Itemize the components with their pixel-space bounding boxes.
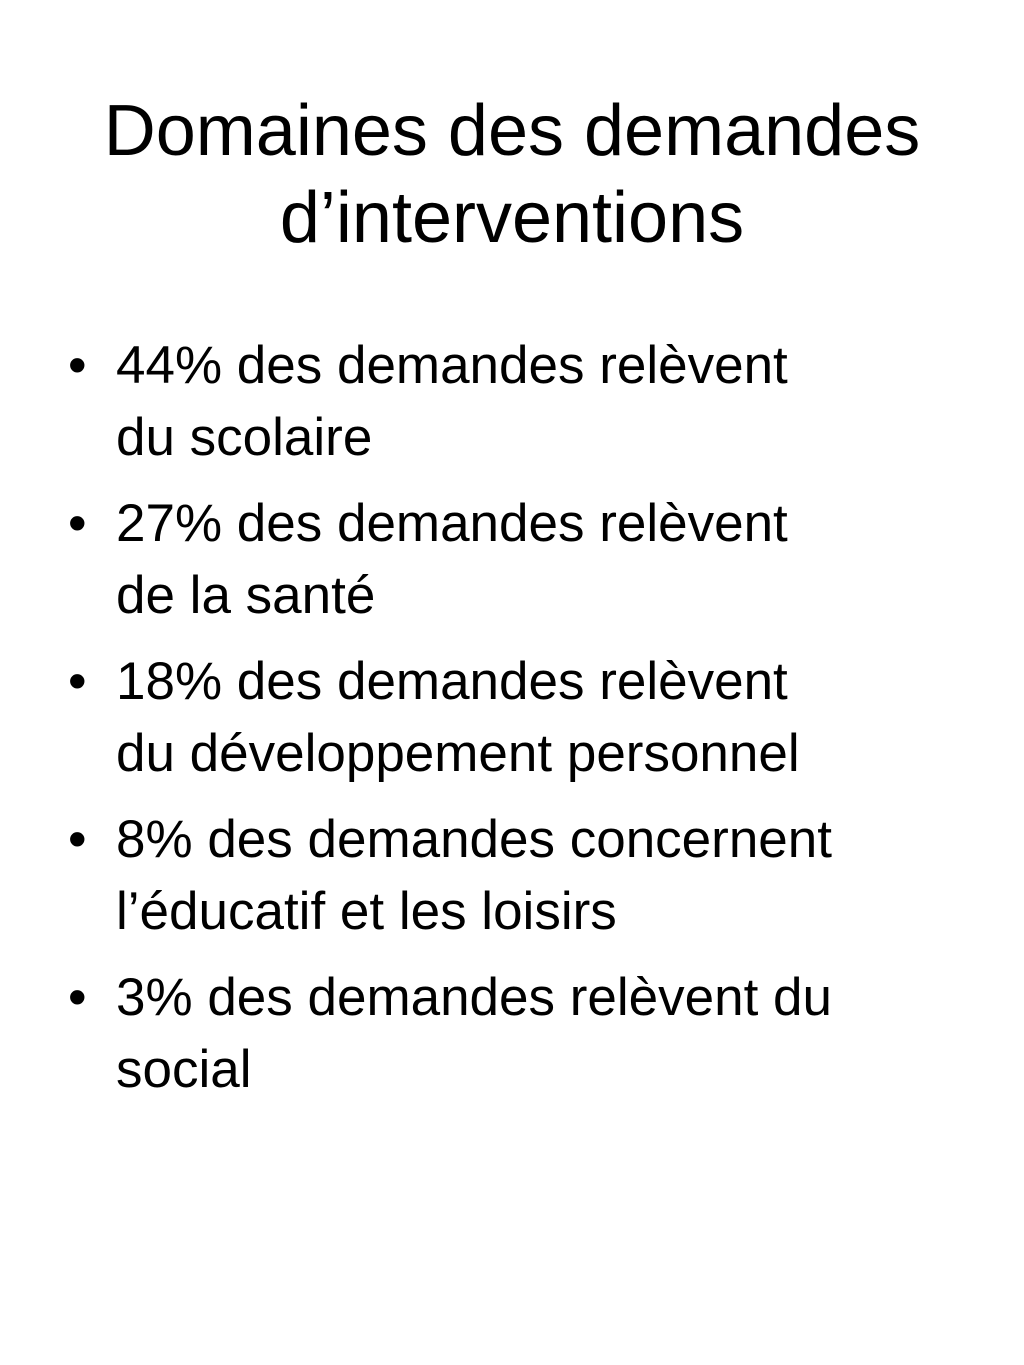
- bullet-item-educatif-loisirs: [64, 804, 964, 948]
- bullet-item-social: [64, 962, 964, 1106]
- bullet-item-scolaire: [64, 330, 964, 474]
- bullet-icon: •: [68, 968, 87, 1027]
- bullet-item-developpement-personnel: [64, 646, 964, 790]
- slide-title-line-2: d’interventions: [279, 178, 745, 258]
- bullet-text-line: 27% des demandes relèvent: [116, 494, 788, 553]
- bullet-icon: •: [68, 336, 87, 395]
- bullet-icon: •: [68, 494, 87, 553]
- bullet-text-line: du scolaire: [116, 408, 373, 467]
- bullet-text-line: l’éducatif et les loisirs: [116, 882, 617, 941]
- bullet-icon: •: [68, 810, 87, 869]
- bullet-icon: •: [68, 652, 87, 711]
- bullet-text-line: de la santé: [116, 566, 376, 625]
- bullet-list: [64, 330, 964, 1120]
- bullet-item-sante: [64, 488, 964, 632]
- slide-title: [0, 88, 1024, 262]
- bullet-text-line: social: [116, 1040, 252, 1099]
- bullet-text-line: 8% des demandes concernent: [116, 810, 832, 869]
- slide-title-line-1: Domaines des demandes: [103, 91, 921, 171]
- bullet-text-line: 18% des demandes relèvent: [116, 652, 788, 711]
- bullet-text-line: 3% des demandes relèvent du: [116, 968, 832, 1027]
- bullet-text-line: du développement personnel: [116, 724, 800, 783]
- bullet-text-line: 44% des demandes relèvent: [116, 336, 788, 395]
